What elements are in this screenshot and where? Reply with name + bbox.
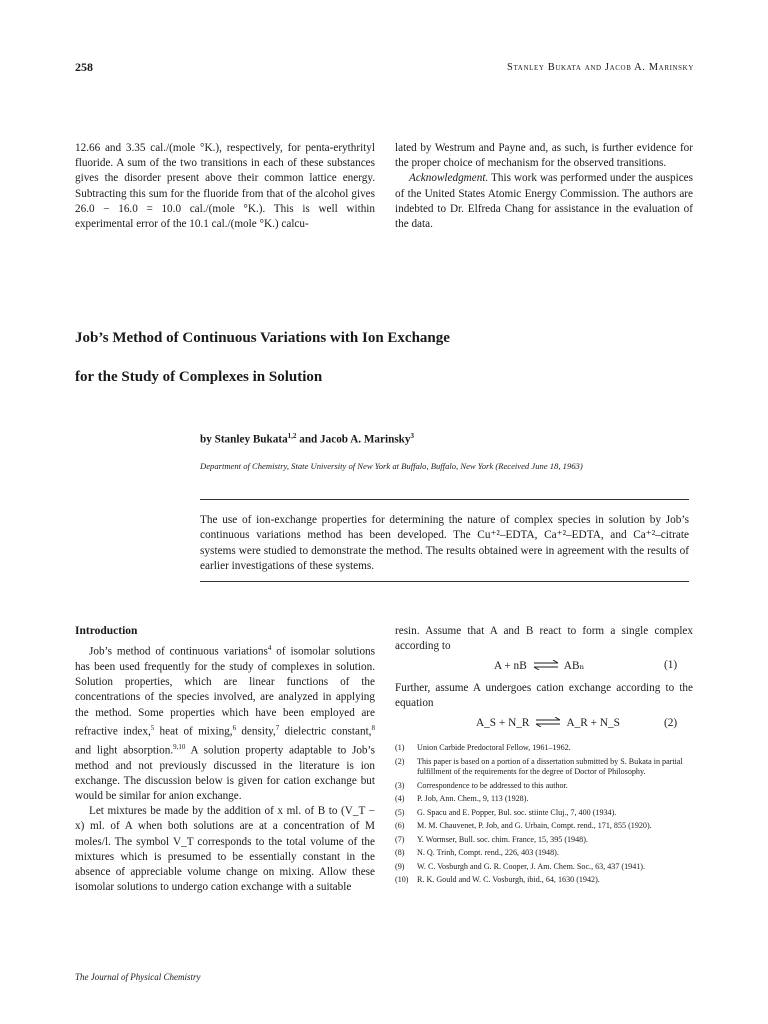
equilibrium-arrow-icon (535, 717, 561, 727)
footnote-ref: 6 (232, 723, 237, 732)
prev-article-paragraph: 12.66 and 3.35 cal./(mole °K.), respectively, for penta-erythrityl fluoride. A sum of the two transitions in each of these substances gives the disorder present above their common lattice energy. Subtracting this sum for the fluoride from that of the alcohol gives 26.0 − 16.0 = 10.0 cal./(mole °K.). This is well within experimental error of the 10.1 cal./(mole °K.) calcu- (75, 142, 375, 231)
footnotes (395, 743, 693, 889)
introduction-right-column (395, 624, 693, 654)
equation-1-number: (1) (664, 659, 678, 671)
equilibrium-arrow-icon (533, 660, 559, 670)
affiliation: Department of Chemistry, State University of New York at Buffalo, Buffalo, New York (Received June 18, 1963) (200, 461, 583, 471)
footnote: (3) Correspondence to be addressed to this author. (395, 780, 568, 790)
intro-paragraph-2: Let mixtures be made by the addition of x ml. of B to (V_T − x) ml. of A when both solutions are at a concentration of M moles/l. The symbol V_T corresponds to the total volume of the mixtures which is presumed to be essentially constant in the absence of appreciable volume change on mixing. Allow these isomolar solutions to undergo cation exchange with a suitable (75, 805, 375, 894)
footnote-ref: 8 (371, 723, 375, 732)
introduction-heading: Introduction (75, 625, 138, 637)
author-1: by Stanley Bukata (200, 433, 288, 446)
equation-2-right: A_R + N_S (566, 717, 620, 729)
author-2-footnote-marker: 3 (410, 432, 414, 440)
author-2: and Jacob A. Marinsky (296, 433, 411, 446)
footnote: (5) G. Spacu and E. Popper, Bul. soc. stiinte Cluj., 7, 400 (1934). (395, 807, 617, 817)
journal-footer: The Journal of Physical Chemistry (75, 972, 201, 982)
footnote: (8) N. Q. Trinh, Compt. rend., 226, 403 (1948). (395, 848, 559, 857)
article-title-line2: for the Study of Complexes in Solution (75, 369, 323, 385)
equation-2 (476, 717, 620, 729)
footnote: (10) R. K. Gould and W. C. Vosburgh, ibid., 64, 1630 (1942). (395, 875, 600, 884)
footnote-ref: 7 (275, 723, 280, 732)
footnote-ref: 9,10 (173, 742, 186, 751)
equation-1 (494, 659, 584, 672)
footnote: (9) W. C. Vosburgh and G. R. Cooper, J. Am. Chem. Soc., 63, 437 (1941). (395, 861, 646, 871)
abstract-top-rule (200, 499, 689, 500)
intro-paragraph-4: Further, assume A undergoes cation exchange according to the equation (395, 682, 693, 710)
authors (200, 432, 414, 446)
acknowledgment-text: This work was performed under the auspices of the United States Atomic Energy Commission. The authors are indebted to Dr. Elfreda Chang for assistance in the evaluation of the data. (395, 172, 693, 231)
equation-2-left: A_S + N_R (476, 717, 530, 729)
introduction-right-column-cont (395, 681, 693, 711)
acknowledgment (395, 171, 693, 232)
footnote-ref: 5 (150, 723, 155, 732)
abstract-bottom-rule (200, 581, 689, 582)
footnote: (2) This paper is based on a portion of a dissertation submitted by S. Bukata in partial fulfillment of the requirements for the degree of Doctor of Philosophy. (395, 756, 683, 776)
footnote: (1) Union Carbide Predoctoral Fellow, 1961–1962. (395, 743, 571, 752)
footnote: (7) Y. Wormser, Bull. soc. chim. France, 15, 395 (1948). (395, 834, 588, 844)
article-title-line1: Job’s Method of Continuous Variations with Ion Exchange (75, 330, 450, 346)
acknowledgment-label: Acknowledgment. (409, 172, 489, 185)
prev-article-continuation: lated by Westrum and Payne and, as such, is further evidence for the proper choice of mechanism for the observed transitions. (395, 142, 693, 170)
introduction-left-column (75, 641, 375, 895)
equation-1-left: A + nB (494, 660, 527, 672)
equation-1-right: ABₙ (563, 660, 585, 672)
equation-2-number: (2) (664, 717, 678, 729)
intro-paragraph-1: Job’s method of continuous variations$^4$ of isomolar solutions has been used frequently for the study of complexes in solution. Solution properties, which are linear functions of the concentrations of the species involved, are analyzed in applying the method. Some properties which have been employed are refractive index,$^5$ heat of mixing,$^6$ density,$^7$ dielectric constant,$^8$ and light absorption.$^{9,10}$ A solution property adaptable to Job’s method and not previously discussed in the literature is ion exchange. The discussion below is given for cation exchange but would be similar for anion exchange. (75, 644, 375, 803)
prev-article-right-column (395, 141, 693, 232)
footnote: (6) M. M. Chauvenet, P. Job, and G. Urbain, Compt. rend., 171, 855 (1920). (395, 821, 652, 830)
intro-paragraph-3: resin. Assume that A and B react to form a single complex according to (395, 625, 693, 653)
page-number: 258 (75, 60, 93, 74)
author-1-footnote-marker: 1,2 (287, 432, 297, 440)
prev-article-left-column (75, 141, 375, 232)
footnote-ref: 4 (267, 644, 272, 652)
abstract: The use of ion-exchange properties for determining the nature of complex species in solution by Job’s continuous variations method has been developed. The Cu⁺²–EDTA, Ca⁺²–EDTA, and Ca⁺²–citrate systems were studied to demonstrate the method. The results obtained were in agreement with the results of earlier investigations of these systems. (200, 514, 689, 573)
footnote: (4) P. Job, Ann. Chem., 9, 113 (1928). (395, 794, 529, 803)
running-head: Stanley Bukata and Jacob A. Marinsky (507, 62, 694, 73)
